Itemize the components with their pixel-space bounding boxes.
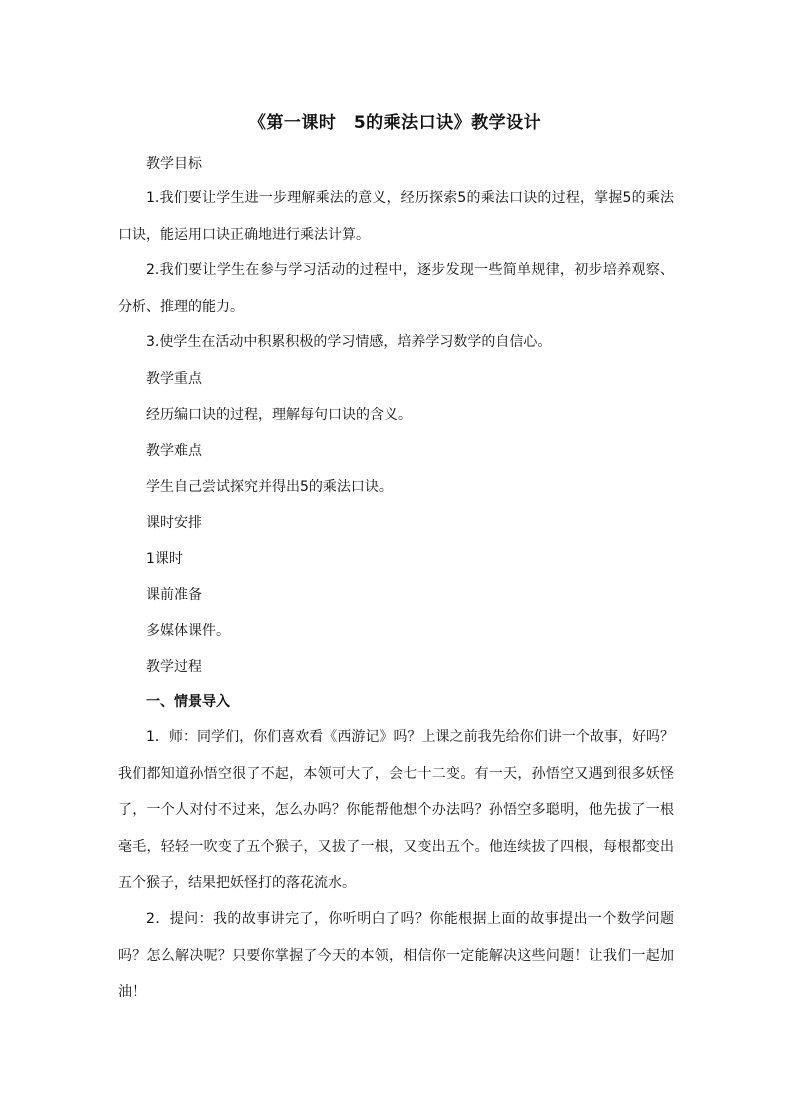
heading-schedule: 课时安排 <box>146 515 202 531</box>
goal-paragraph-1: 1.我们要让学生进一步理解乘法的意义，经历探索5的乘法口诀的过程，掌握5的乘法口诀，能运用口诀正确地进行乘法计算。 <box>118 190 674 243</box>
schedule-text: 1课时 <box>146 551 183 567</box>
teaching-difficulty-text: 学生自己尝试探究并得出5的乘法口诀。 <box>146 479 393 495</box>
goal-paragraph-3: 3.使学生在活动中积累积极的学习情感，培养学习数学的自信心。 <box>146 334 552 350</box>
part-one-item-1: 1．师：同学们，你们喜欢看《西游记》吗？上课之前我先给你们讲一个故事，好吗？我们都知道孙悟空很了不起，本领可大了，会七十二变。有一天，孙悟空又遇到很多妖怪了，一个人对付不过来，怎么办吗？你能帮他想个办法吗？孙悟空多聪明，他先拔了一根毫毛，轻轻一吹变了五个猴子，又拔了一根，又变出五个。他连续拔了四根，每根都变出五个猴子，结果把妖怪打的落花流水。 <box>118 729 674 891</box>
heading-teaching-goals: 教学目标 <box>146 156 202 172</box>
heading-part-one: 一、情景导入 <box>146 694 230 710</box>
part-one-item-2: 2．提问：我的故事讲完了，你听明白了吗？你能根据上面的故事提出一个数学问题吗？怎么解决呢？只要你掌握了今天的本领，相信你一定能解决这些问题！让我们一起加油！ <box>118 911 674 1000</box>
preparation-text: 多媒体课件。 <box>146 623 230 639</box>
teaching-key-text: 经历编口诀的过程，理解每句口诀的含义。 <box>146 407 412 423</box>
heading-teaching-process: 教学过程 <box>146 659 202 675</box>
heading-teaching-difficulty: 教学难点 <box>146 443 202 459</box>
goal-paragraph-2: 2.我们要让学生在参与学习活动的过程中，逐步发现一些简单规律，初步培养观察、分析、推理的能力。 <box>118 262 674 315</box>
heading-preparation: 课前准备 <box>146 587 202 603</box>
heading-teaching-key: 教学重点 <box>146 371 202 387</box>
document-title: 《第一课时 5的乘法口诀》教学设计 <box>248 113 542 133</box>
